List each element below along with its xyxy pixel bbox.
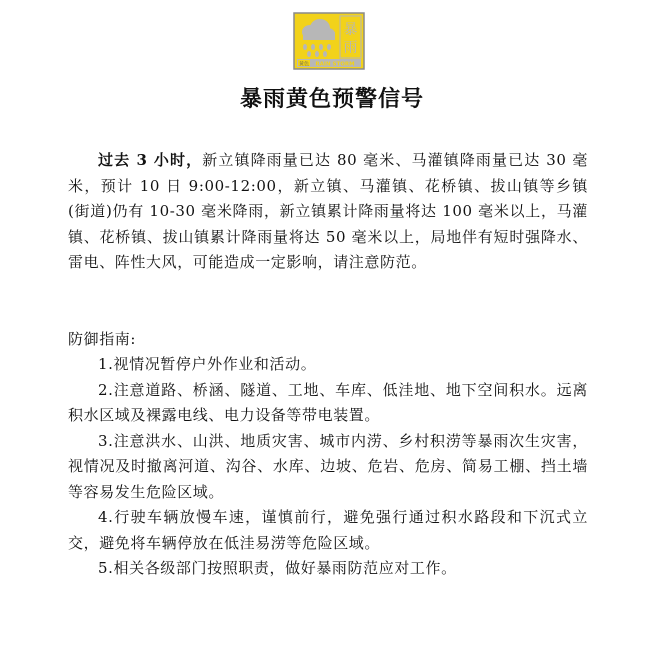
lead-paragraph xyxy=(68,148,588,276)
guide-item: 5.相关各级部门按照职责，做好暴雨防范应对工作。 xyxy=(98,559,457,577)
lead-bold: 过去 3 小时， xyxy=(98,151,203,169)
document-body xyxy=(68,148,588,582)
guide-item: 4.行驶车辆放慢车速，谨慎前行，避免强行通过积水路段和下沉式立交，避免将车辆停放在低洼易涝等危险区域。 xyxy=(68,508,588,552)
icon-char-top: 暴 xyxy=(343,22,358,38)
warning-icon-graphic xyxy=(293,12,365,70)
icon-char-bottom: 雨 xyxy=(343,40,358,56)
guide-item: 2.注意道路、桥涵、隧道、工地、车库、低洼地、地下空间积水。远离积水区域及裸露电线、电力设备等带电装置。 xyxy=(68,380,588,424)
page-title: 暴雨黄色预警信号 xyxy=(239,86,424,112)
rainstorm-yellow-warning-icon xyxy=(293,12,365,70)
icon-label-small: 黄色 xyxy=(298,61,310,68)
guide-item: 3.注意洪水、山洪、地质灾害、城市内涝、乡村积涝等暴雨次生灾害，视情况及时撤离河道、沟谷、水库、边坡、危岩、危房、简易工棚、挡土墙等容易发生危险区域。 xyxy=(68,431,588,501)
lead-text: 新立镇降雨量已达 80 毫米、马灌镇降雨量已达 30 毫米，预计 10 日 9:00-12:00，新立镇、马灌镇、花桥镇、拔山镇等乡镇(街道)仍有 10-30 毫米降雨，新立镇累计降雨量将达 100 毫米以上，马灌镇、花桥镇、拔山镇累计降雨量将达 50 毫米以上，局地伴有短时强降水、雷电、阵性大风，可能造成一定影响，请注意防范。 xyxy=(68,151,588,271)
icon-text-en: RAIN STORM xyxy=(315,61,355,68)
guide-heading: 防御指南: xyxy=(68,329,137,348)
guide-item: 1.视情况暂停户外作业和活动。 xyxy=(98,355,317,373)
